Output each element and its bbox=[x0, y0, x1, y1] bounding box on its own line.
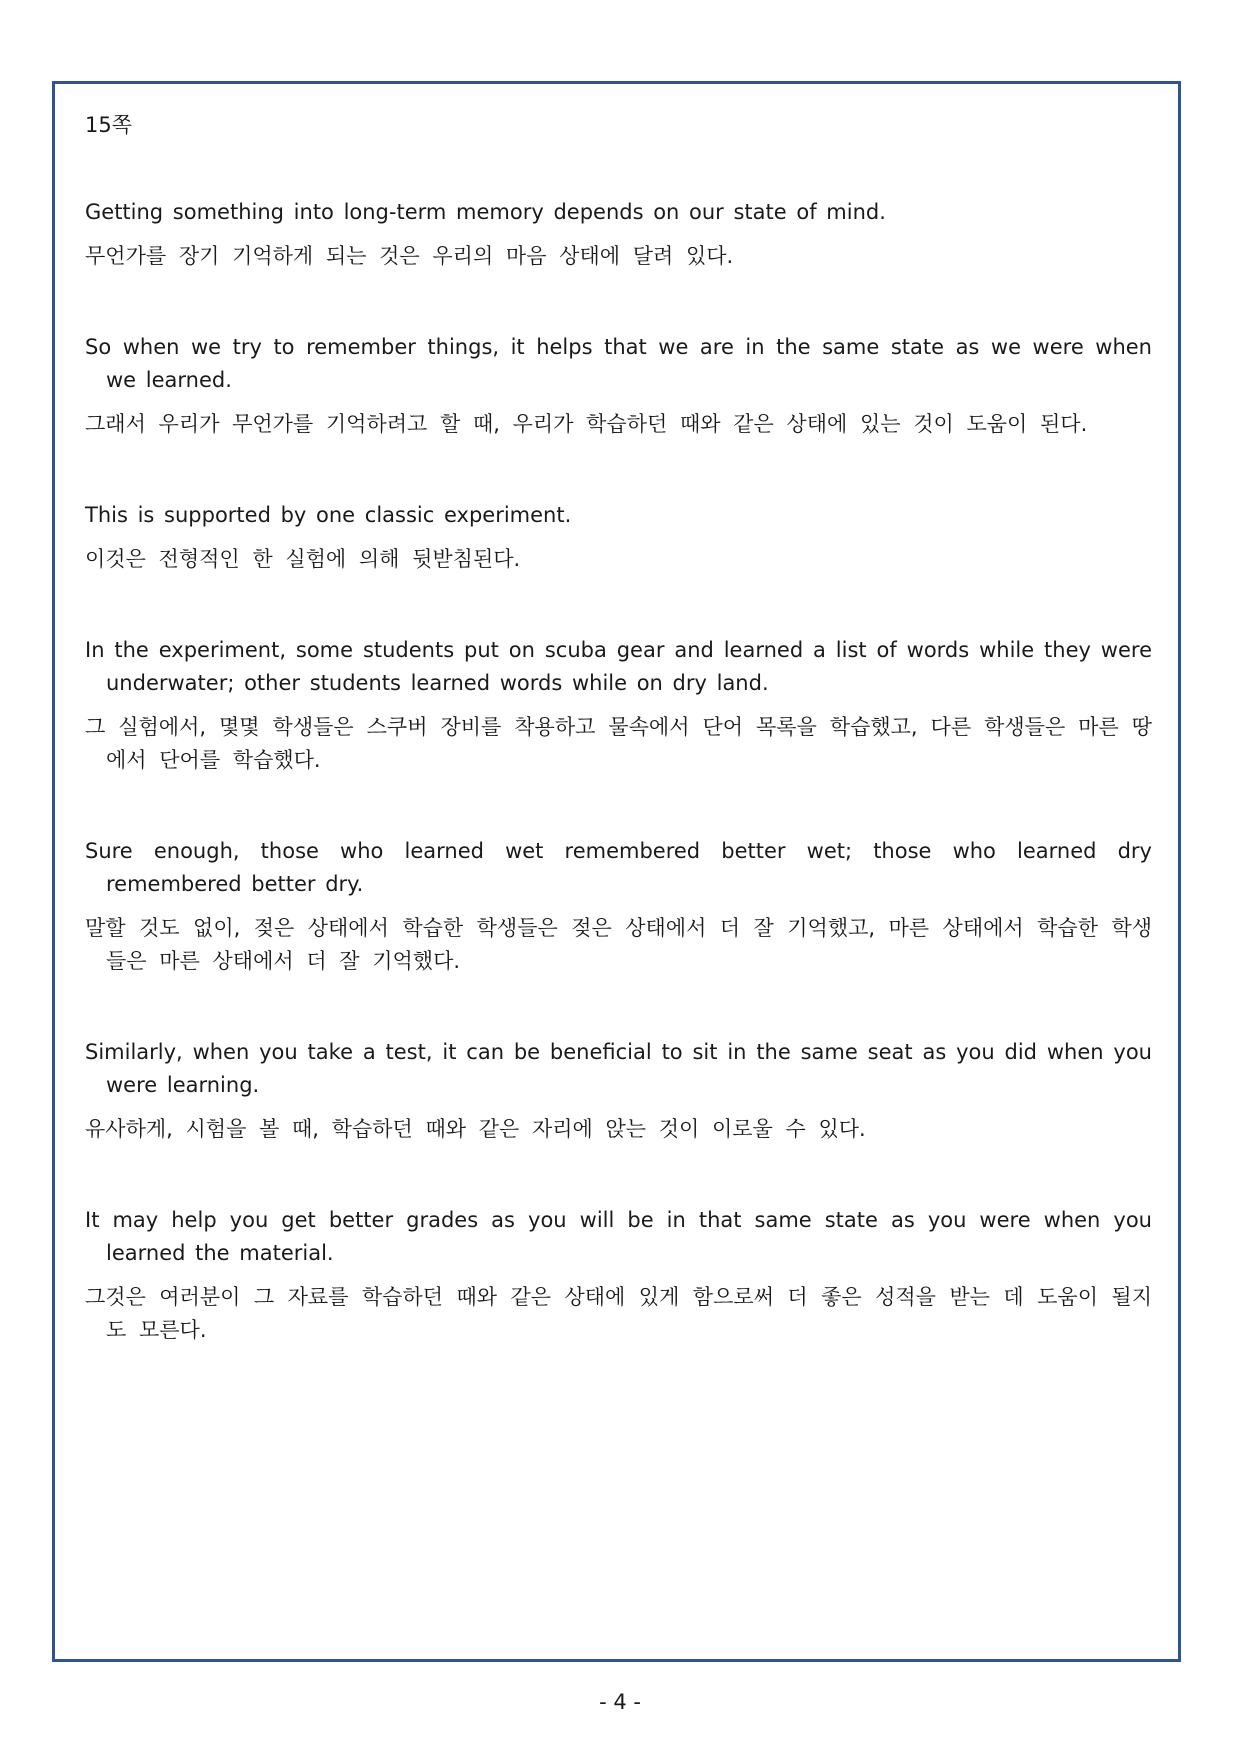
english-sentence: In the experiment, some students put on scuba gear and learned a list of words while they were underwater; other students learned words while on dry land. bbox=[85, 638, 1152, 695]
english-sentence: So when we try to remember things, it helps that we are in the same state as we were when we learned. bbox=[85, 335, 1152, 392]
page-number: - 4 - bbox=[599, 1690, 641, 1714]
korean-translation: 그래서 우리가 무언가를 기억하려고 할 때, 우리가 학습하던 때와 같은 상태에 있는 것이 도움이 된다. bbox=[85, 412, 1088, 436]
sentence-pair bbox=[85, 835, 1152, 978]
sentence-pair bbox=[85, 1036, 1152, 1146]
sentence-pair bbox=[85, 499, 1152, 576]
sentence-pair bbox=[85, 331, 1152, 441]
sentence-pair bbox=[85, 634, 1152, 777]
english-sentence: Sure enough, those who learned wet remembered better wet; those who learned dry remembered better dry. bbox=[85, 839, 1152, 896]
sentence-pair bbox=[85, 196, 1152, 273]
korean-translation: 유사하게, 시험을 볼 때, 학습하던 때와 같은 자리에 앉는 것이 이로울 수 있다. bbox=[85, 1117, 866, 1141]
page-frame bbox=[52, 81, 1181, 1662]
korean-translation: 그것은 여러분이 그 자료를 학습하던 때와 같은 상태에 있게 함으로써 더 좋은 성적을 받는 데 도움이 될지도 모른다. bbox=[85, 1285, 1152, 1342]
korean-translation: 그 실험에서, 몇몇 학생들은 스쿠버 장비를 착용하고 물속에서 단어 목록을 학습했고, 다른 학생들은 마른 땅에서 단어를 학습했다. bbox=[85, 715, 1152, 772]
english-sentence: This is supported by one classic experiment. bbox=[85, 503, 572, 527]
page-content bbox=[85, 110, 1152, 1405]
english-sentence: Getting something into long-term memory depends on our state of mind. bbox=[85, 200, 886, 224]
english-sentence: Similarly, when you take a test, it can be beneficial to sit in the same seat as you did when you were learning. bbox=[85, 1040, 1152, 1097]
korean-translation: 이것은 전형적인 한 실험에 의해 뒷받침된다. bbox=[85, 547, 521, 571]
korean-translation: 무언가를 장기 기억하게 되는 것은 우리의 마음 상태에 달려 있다. bbox=[85, 244, 734, 268]
page-label: 15쪽 bbox=[85, 113, 133, 137]
sentence-pair bbox=[85, 1204, 1152, 1347]
english-sentence: It may help you get better grades as you will be in that same state as you were when you learned the material. bbox=[85, 1208, 1152, 1265]
korean-translation: 말할 것도 없이, 젖은 상태에서 학습한 학생들은 젖은 상태에서 더 잘 기억했고, 마른 상태에서 학습한 학생들은 마른 상태에서 더 잘 기억했다. bbox=[85, 916, 1152, 973]
